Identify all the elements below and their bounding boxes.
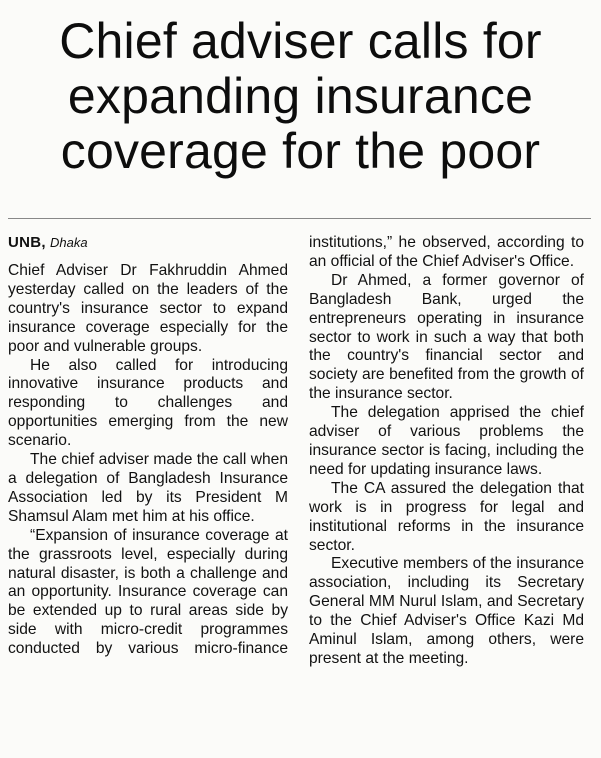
byline-place: Dhaka	[50, 235, 88, 250]
byline	[8, 234, 288, 252]
article-column-left	[8, 234, 288, 659]
byline-agency: UNB,	[8, 234, 46, 251]
headline-line-1: Chief adviser calls for	[59, 13, 542, 69]
headline-divider	[8, 218, 591, 219]
headline-line-3: coverage for the poor	[60, 123, 541, 179]
article-paragraph: Dr Ahmed, a former governor of Bangladesh Bank, urged the entrepreneurs operating in insurance sector to work in such a way that both the country's financial sector and society are benefited from the growth of the insurance sector.	[309, 271, 584, 403]
article-paragraph: “Expansion of insurance coverage at the grassroots level, especially during natural disaster, is both a challenge and an opportunity. Insurance coverage can be extended up to rural areas side by side with micro-credit programmes conducted by various micro-finance	[8, 526, 288, 658]
headline	[8, 14, 593, 179]
article-paragraph: institutions,” he observed, according to an official of the Chief Adviser's Office.	[309, 234, 584, 270]
article-paragraph: Executive members of the insurance association, including its Secretary General MM Nurul Islam, and Secretary to the Chief Adviser's Office Kazi Md Aminul Islam, among others, were present at the meeting.	[309, 555, 584, 667]
article-paragraph: The delegation apprised the chief adviser of various problems the insurance sector is facing, including the need for updating insurance laws.	[309, 404, 584, 478]
article-paragraph: The CA assured the delegation that work is in progress for legal and institutional reforms in the insurance sector.	[309, 479, 584, 554]
article-paragraph: He also called for introducing innovative insurance products and responding to challenges and opportunities emerging from the new scenario.	[8, 356, 288, 450]
article-paragraph: Chief Adviser Dr Fakhruddin Ahmed yesterday called on the leaders of the country's insurance sector to expand insurance coverage especially for the poor and vulnerable groups.	[8, 262, 288, 355]
article-column-right	[309, 234, 584, 669]
headline-line-2: expanding insurance	[67, 68, 534, 124]
article-paragraph: The chief adviser made the call when a delegation of Bangladesh Insurance Association led by its President M Shamsul Alam met him at his office.	[8, 451, 288, 525]
